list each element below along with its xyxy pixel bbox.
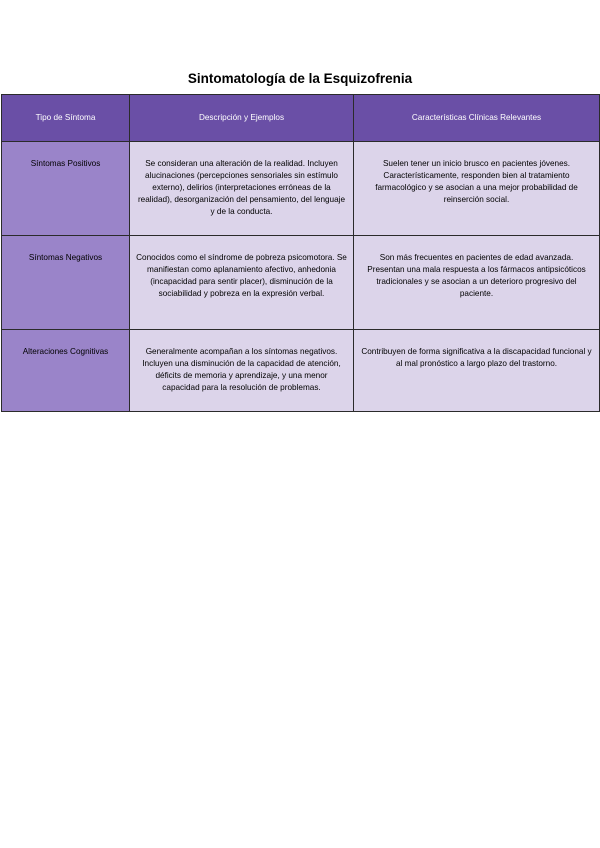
row-clinical-features bbox=[354, 330, 600, 412]
row-clinical-features-text: Suelen tener un inicio brusco en pacientes jóvenes. Característicamente, responden bien al tratamiento farmacológico y se asocian a una mejor probabilidad de reinserción social. bbox=[375, 159, 578, 204]
row-description-text: Generalmente acompañan a los síntomas negativos. Incluyen una disminución de la capacidad de atención, déficits de memoria y aprendizaje, y una menor capacidad para la resolución de problemas. bbox=[142, 347, 341, 392]
symptoms-table bbox=[1, 94, 600, 412]
row-description bbox=[130, 142, 354, 236]
row-symptom-type-label: Síntomas Negativos bbox=[28, 253, 103, 262]
row-symptom-type-label: Alteraciones Cognitivas bbox=[22, 347, 109, 356]
row-symptom-type bbox=[2, 330, 130, 412]
header-symptom-type: Tipo de Síntoma bbox=[2, 95, 130, 142]
header-description: Descripción y Ejemplos bbox=[130, 95, 354, 142]
row-description bbox=[130, 330, 354, 412]
table-row bbox=[2, 236, 600, 330]
row-symptom-type bbox=[2, 236, 130, 330]
row-clinical-features-text: Son más frecuentes en pacientes de edad avanzada. Presentan una mala respuesta a los fármacos antipsicóticos tradicionales y se asocian a un deterioro progresivo del paciente. bbox=[367, 253, 586, 298]
row-clinical-features bbox=[354, 236, 600, 330]
row-description-text: Conocidos como el síndrome de pobreza psicomotora. Se manifiestan como aplanamiento afectivo, anhedonia (incapacidad para sentir placer), disminución de la sociabilidad y pobreza en la expresión verbal. bbox=[136, 253, 347, 298]
table-row bbox=[2, 330, 600, 412]
row-description bbox=[130, 236, 354, 330]
row-symptom-type-label: Síntomas Positivos bbox=[30, 159, 101, 168]
row-description-text: Se consideran una alteración de la realidad. Incluyen alucinaciones (percepciones sensoriales sin estímulo externo), delirios (interpretaciones erróneas de la realidad), desorganización del pensamiento, del lenguaje y de la conducta. bbox=[137, 159, 346, 216]
table-row bbox=[2, 142, 600, 236]
row-symptom-type bbox=[2, 142, 130, 236]
row-clinical-features bbox=[354, 142, 600, 236]
table-header-row bbox=[2, 95, 600, 142]
row-clinical-features-text: Contribuyen de forma significativa a la discapacidad funcional y al mal pronóstico a largo plazo del trastorno. bbox=[361, 347, 592, 368]
page-title: Sintomatología de la Esquizofrenia bbox=[187, 71, 413, 86]
header-clinical-features: Características Clínicas Relevantes bbox=[354, 95, 600, 142]
